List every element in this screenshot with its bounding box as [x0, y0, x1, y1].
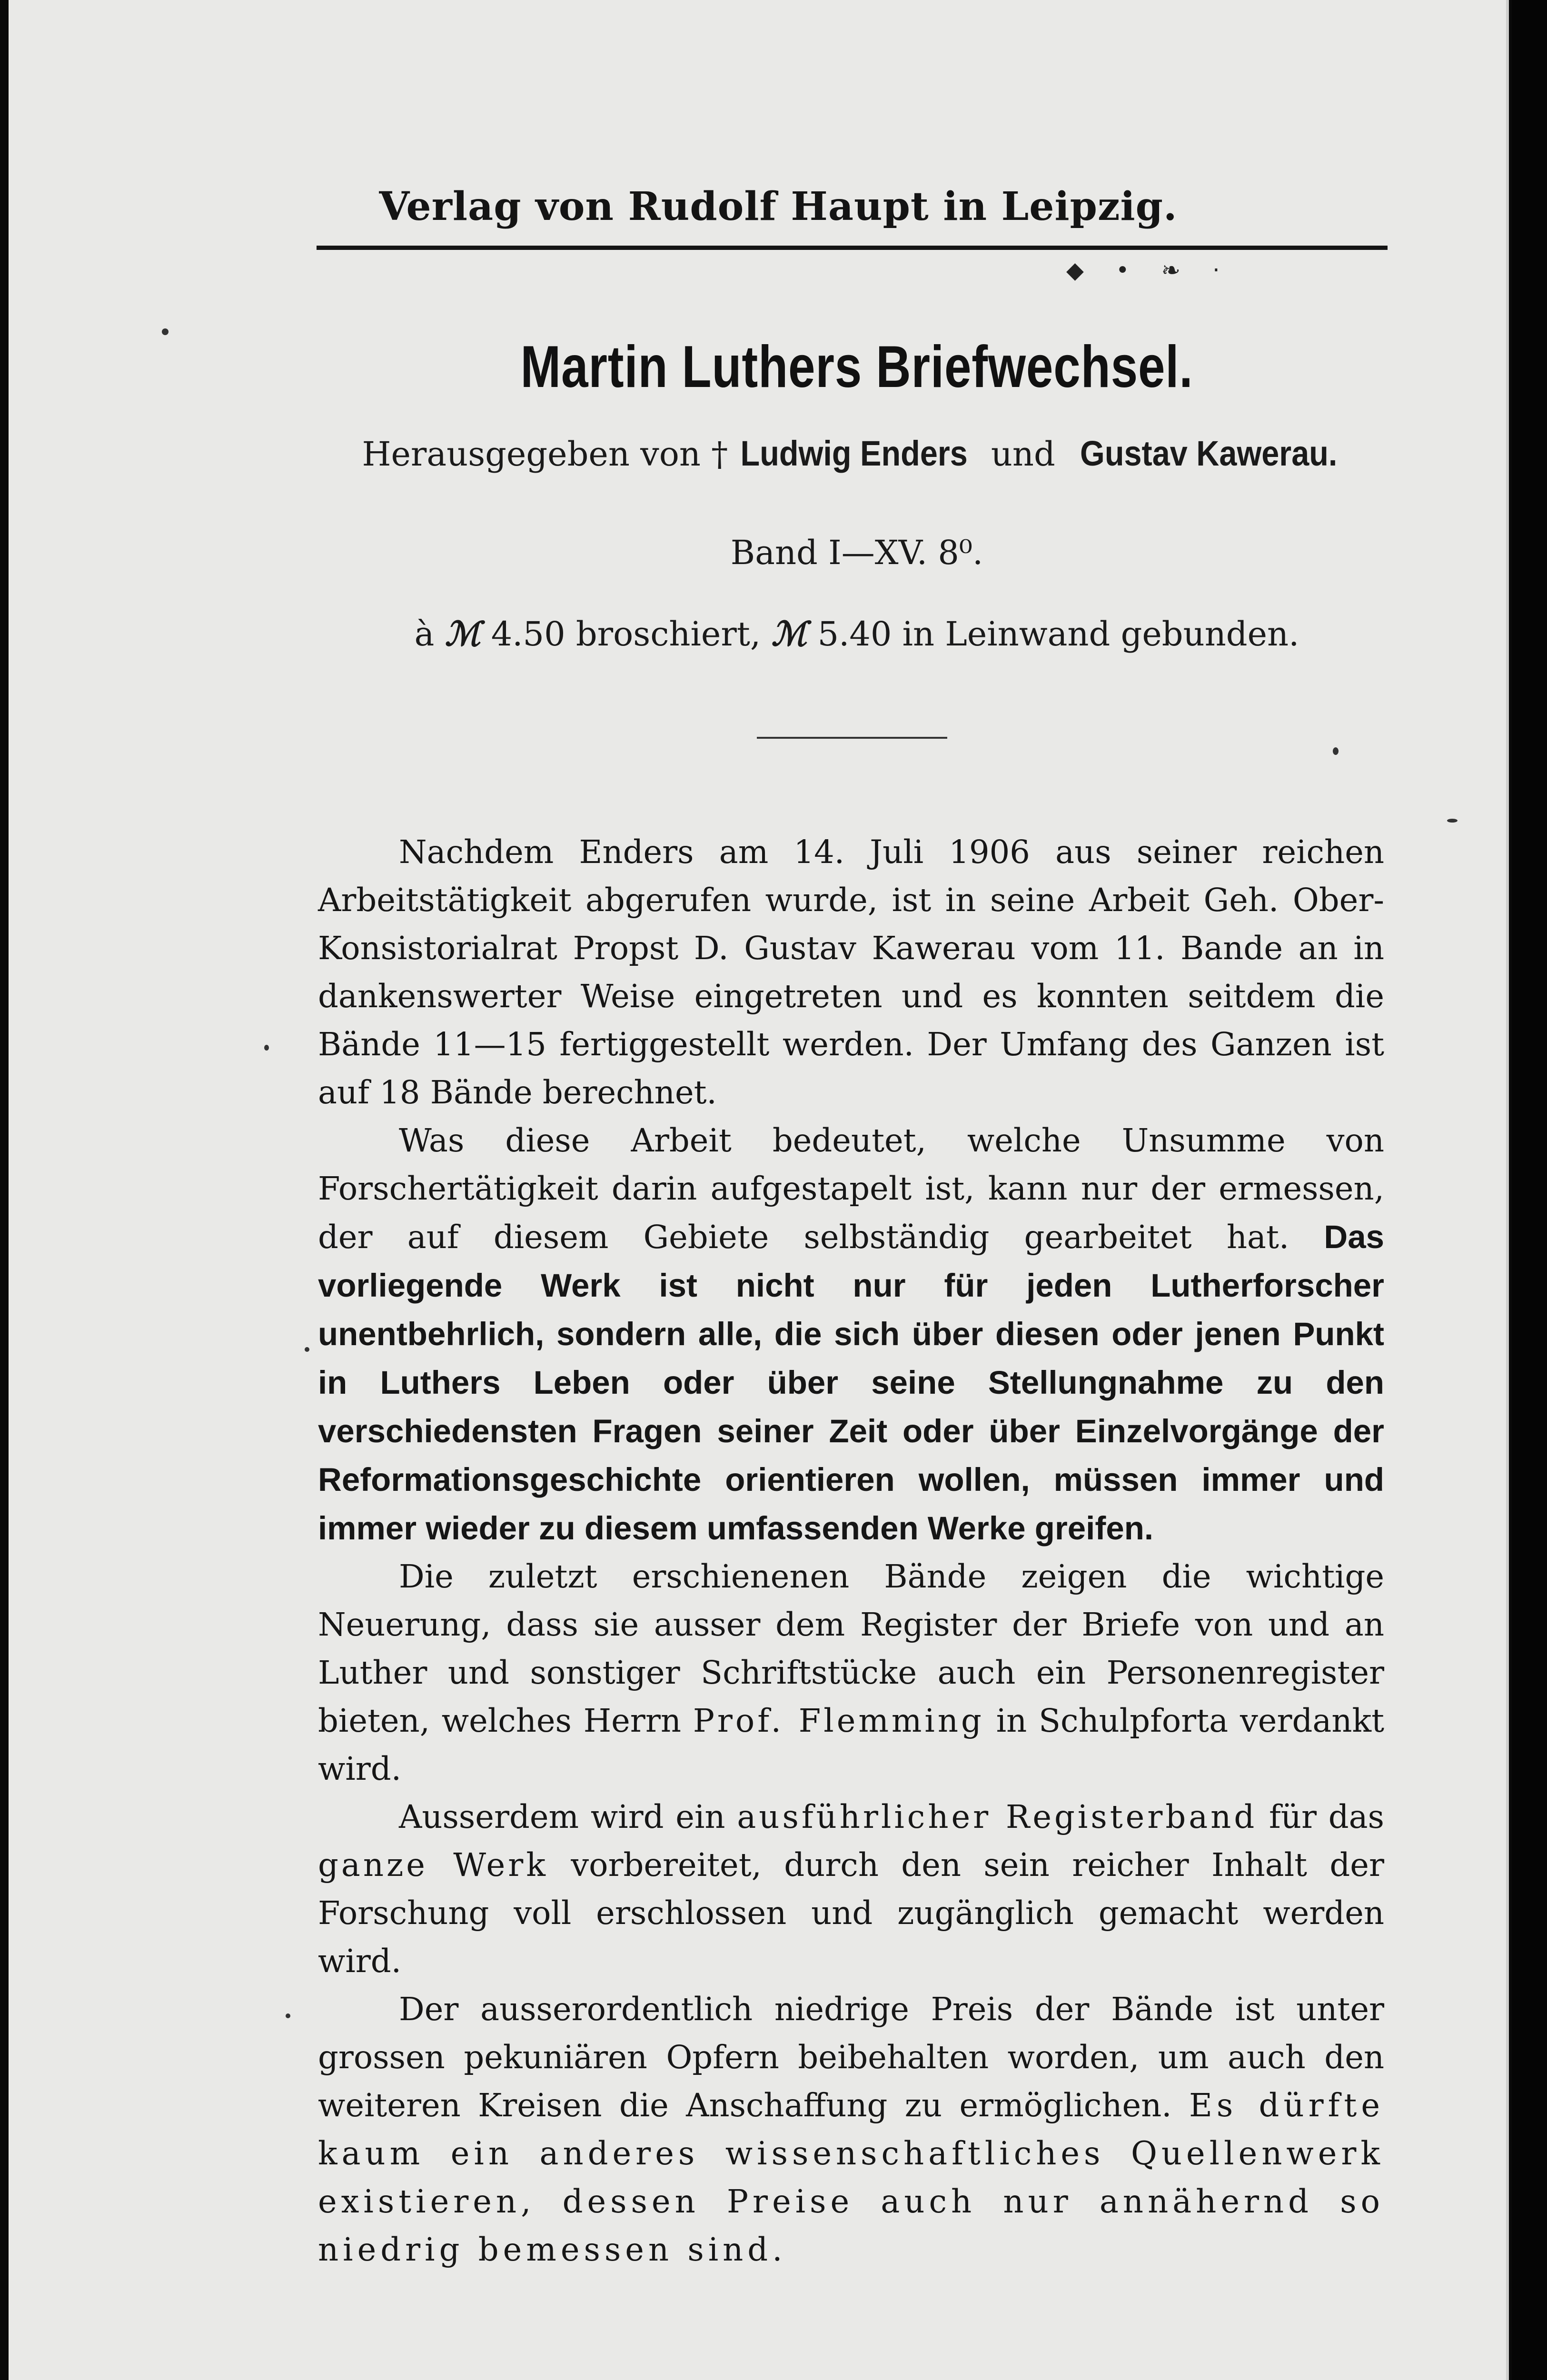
publisher-line: Verlag von Rudolf Haupt in Leipzig.	[379, 184, 1178, 229]
paragraph-5-spaced: Es dürfte kaum ein anderes wissenschaftliches Quellenwerk existieren, dessen Preise auch nur annähernd so niedrig bemessen sind.	[318, 2087, 1384, 2268]
paragraph-2	[318, 1117, 1384, 1553]
section-divider	[757, 737, 947, 739]
paragraph-5-a: Der ausserordentlich niedrige Preis der Bände ist unter grossen pekuniären Opfern beibehalten worden, um auch den weiteren Kreisen die Anschaffung zu ermöglichen.	[318, 1991, 1384, 2124]
editors-conjunction: und	[991, 435, 1055, 474]
mark-currency-1: ℳ	[445, 614, 481, 654]
paragraph-4	[318, 1793, 1384, 1985]
paragraph-4-register: ausführlicher Registerband	[737, 1798, 1258, 1835]
book-title: Martin Luthers Briefwechsel.	[520, 334, 1193, 400]
scan-speck	[1333, 747, 1339, 755]
price-paperback: 4.50 broschiert,	[491, 615, 761, 654]
scan-speck	[162, 328, 169, 335]
paragraph-4-c: vorbereitet, durch den sein reicher Inhalt der Forschung voll erschlossen und zugänglich gemacht werden wird.	[318, 1846, 1384, 1980]
body-text	[318, 828, 1384, 2274]
editors-line	[286, 433, 1428, 474]
editor-kawerau: Gustav Kawerau.	[1080, 434, 1338, 473]
ornament-marks: ◆ • ❧ ·	[1066, 257, 1232, 284]
paragraph-1: Nachdem Enders am 14. Juli 1906 aus seiner reichen Arbeitstätigkeit abgerufen wurde, ist in seine Arbeit Geh. Ober-Konsistorialrat Propst D. Gustav Kawerau vom 11. Bande an in dankenswerter Weise eingetreten und es konnten seitdem die Bände 11—15 fertiggestellt werden. Der Umfang des Ganzen ist auf 18 Bände berechnet.	[318, 833, 1384, 1111]
scan-speck	[286, 2013, 290, 2018]
paragraph-4-a: Ausserdem wird ein	[399, 1798, 725, 1835]
scan-speck	[1447, 819, 1458, 823]
paragraph-2-bold: Das vorliegende Werk ist nicht nur für jeden Lutherforscher unentbehrlich, sondern alle, die sich über diesen oder jenen Punkt in Luthers Leben oder über seine Stellungnahme zu den verschiedensten Fragen seiner Zeit oder über Einzelvorgänge der Reformationsgeschichte orientieren wollen, müssen immer und immer wieder zu diesem umfassenden Werke greifen.	[318, 1219, 1384, 1547]
price-line	[286, 614, 1428, 654]
paragraph-2-plain: Was diese Arbeit bedeutet, welche Unsumme von Forschertätigkeit darin aufgestapelt ist, kann nur der ermessen, der auf diesem Gebiete selbständig gearbeitet hat.	[318, 1122, 1384, 1256]
paragraph-4-werk: ganze Werk	[318, 1846, 548, 1884]
header-rule	[317, 246, 1388, 250]
paragraph-3-a: Die zuletzt erschienenen Bände zeigen die wichtige Neuerung, dass sie ausser dem Register der Briefe von und an Luther und sonstiger Schriftstücke auch ein Personenregister bieten, welches Herrn	[318, 1558, 1384, 1739]
volume-info: Band I—XV. 8⁰.	[730, 533, 983, 572]
scan-speck	[305, 1347, 309, 1352]
scan-border	[1512, 0, 1547, 2380]
editors-prefix: Herausgegeben von	[362, 435, 701, 474]
editor-enders: Ludwig Enders	[740, 434, 968, 473]
price-cloth: 5.40 in Leinwand gebunden.	[817, 615, 1299, 654]
paragraph-3	[318, 1553, 1384, 1793]
paragraph-5	[318, 1985, 1384, 2274]
paragraph-3-b: in Schulpforta verdankt wird.	[318, 1702, 1384, 1787]
price-prefix: à	[414, 615, 435, 654]
mark-currency-2: ℳ	[771, 614, 807, 654]
scan-speck	[264, 1045, 269, 1051]
dagger-mark: †	[711, 435, 728, 474]
paragraph-3-name: Prof. Flemming	[693, 1702, 984, 1739]
paragraph-4-b: für das	[1269, 1798, 1384, 1835]
